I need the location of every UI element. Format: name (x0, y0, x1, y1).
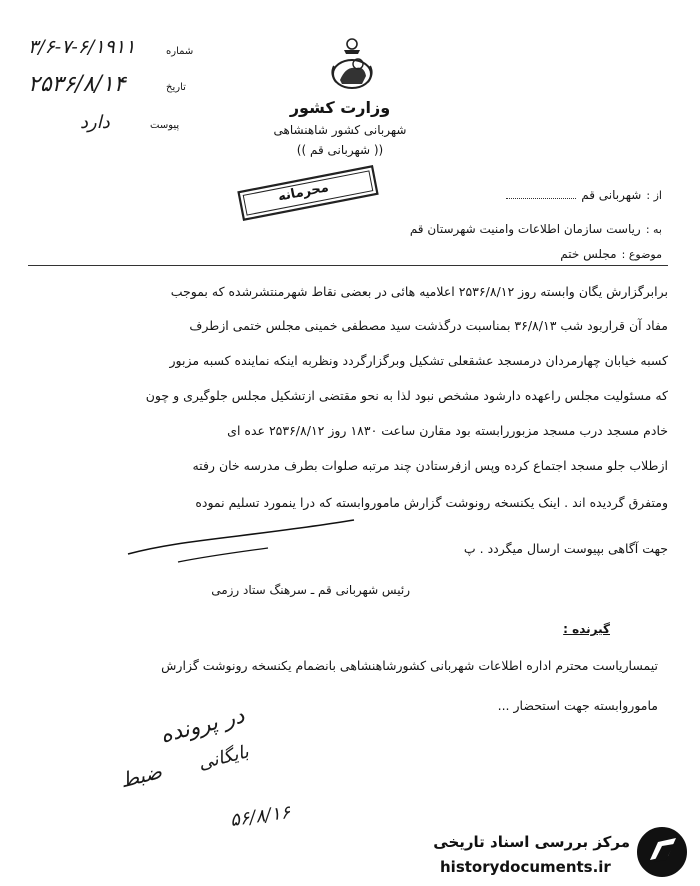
margin-note-date: ۵۶/۸/۱۶ (228, 801, 292, 832)
document-number-value: ۳/۶-۷-۶/۱۹۱۱ (28, 36, 136, 58)
body-line: خادم مسجد درب مسجد مزبوررابسته بود مقارن ساعت ۱۸۳۰ روز ۲۵۳۶/۸/۱۲ عده ای (227, 423, 668, 438)
document-attachment-value: دارد (80, 112, 110, 133)
signature-title: رئیس شهربانی قم ـ سرهنگ ستاد رزمی (211, 583, 410, 597)
subject-label: موضوع : (621, 248, 662, 261)
margin-note-line-1: در پرونده (157, 703, 247, 749)
recipient-line: تیمساریاست محترم اداره اطلاعات شهربانی کشورشاهنشاهی بانضمام یکنسخه رونوشت گزارش (161, 658, 658, 673)
watermark-org: مرکز بررسی اسناد تاریخی (433, 833, 630, 851)
agency-title: شهربانی کشور شاهنشاهی (273, 123, 407, 137)
to-field (300, 218, 662, 237)
from-value: شهربانی قم (581, 188, 642, 202)
letterhead (250, 98, 430, 157)
from-underline (506, 198, 576, 199)
body-line: برابرگزارش یگان وابسته روز ۲۵۳۶/۸/۱۲ اعلامیه هائی در بعضی نقاط شهرمنتشرشده که بموجب (170, 284, 668, 299)
confidential-stamp-text: محرمانه (276, 180, 330, 205)
city-title: (( شهربانی قم )) (296, 143, 384, 157)
to-label: به : (645, 223, 662, 236)
body-line: کسبه خیابان چهارمردان درمسجد عشقعلی تشکیل وبرگزارگردد ونظربه اینکه نماینده کسبه مزبور (169, 353, 668, 368)
ministry-title: وزارت کشور (289, 98, 391, 117)
subject-value: مجلس ختم (560, 247, 617, 261)
archive-logo-icon (636, 826, 688, 878)
document-attachment-label: پیوست (150, 120, 180, 131)
document-date-label: تاریخ (166, 82, 186, 93)
watermark-url: historydocuments.ir (440, 858, 611, 876)
lion-and-sun-emblem (326, 36, 378, 96)
document-number-label: شماره (166, 46, 194, 57)
body-line: ومتفرق گردیده اند . اینک یکنسخه رونوشت گزارش ماموروابسته که درا ینمورد تسلیم نموده (195, 495, 668, 510)
document-date-value: ۲۵۳۶/۸/۱۴ (28, 72, 126, 97)
body-line: که مسئولیت مجلس راعهده دارشود مشخص نبود لذا به نحو مقتضی ازتشکیل مجلس جلوگیری و چون (145, 388, 668, 403)
body-line: جهت آگاهی بپیوست ارسال میگردد . پ (463, 541, 668, 556)
body-line: مفاد آن قراربود شب ۳۶/۸/۱۳ بمناسبت درگذشت سید مصطفی خمینی مجلس ختمی ازطرف (189, 318, 668, 333)
document-date-row (28, 72, 188, 102)
document-attachment-row (60, 112, 188, 138)
recipient-line: ماموروابسته جهت استحضار ... (497, 698, 658, 713)
header-divider (28, 265, 668, 266)
margin-note-line-2: ضبط (117, 759, 165, 793)
recipient-heading: گیرنده : (563, 622, 610, 636)
document-number-row (28, 36, 194, 62)
from-label: از : (646, 189, 662, 202)
to-value: ریاست سازمان اطلاعات وامنیت شهرستان قم (409, 222, 641, 236)
margin-note-line-3: بایگانی (196, 741, 251, 775)
subject-field (420, 243, 662, 262)
from-field (340, 184, 662, 203)
signature-scribble (118, 512, 358, 572)
body-line: ازطلاب جلو مسجد اجتماع کرده وپس ازفرستادن چند مرتبه صلوات بطرف مدرسه خان رفته (192, 458, 668, 473)
